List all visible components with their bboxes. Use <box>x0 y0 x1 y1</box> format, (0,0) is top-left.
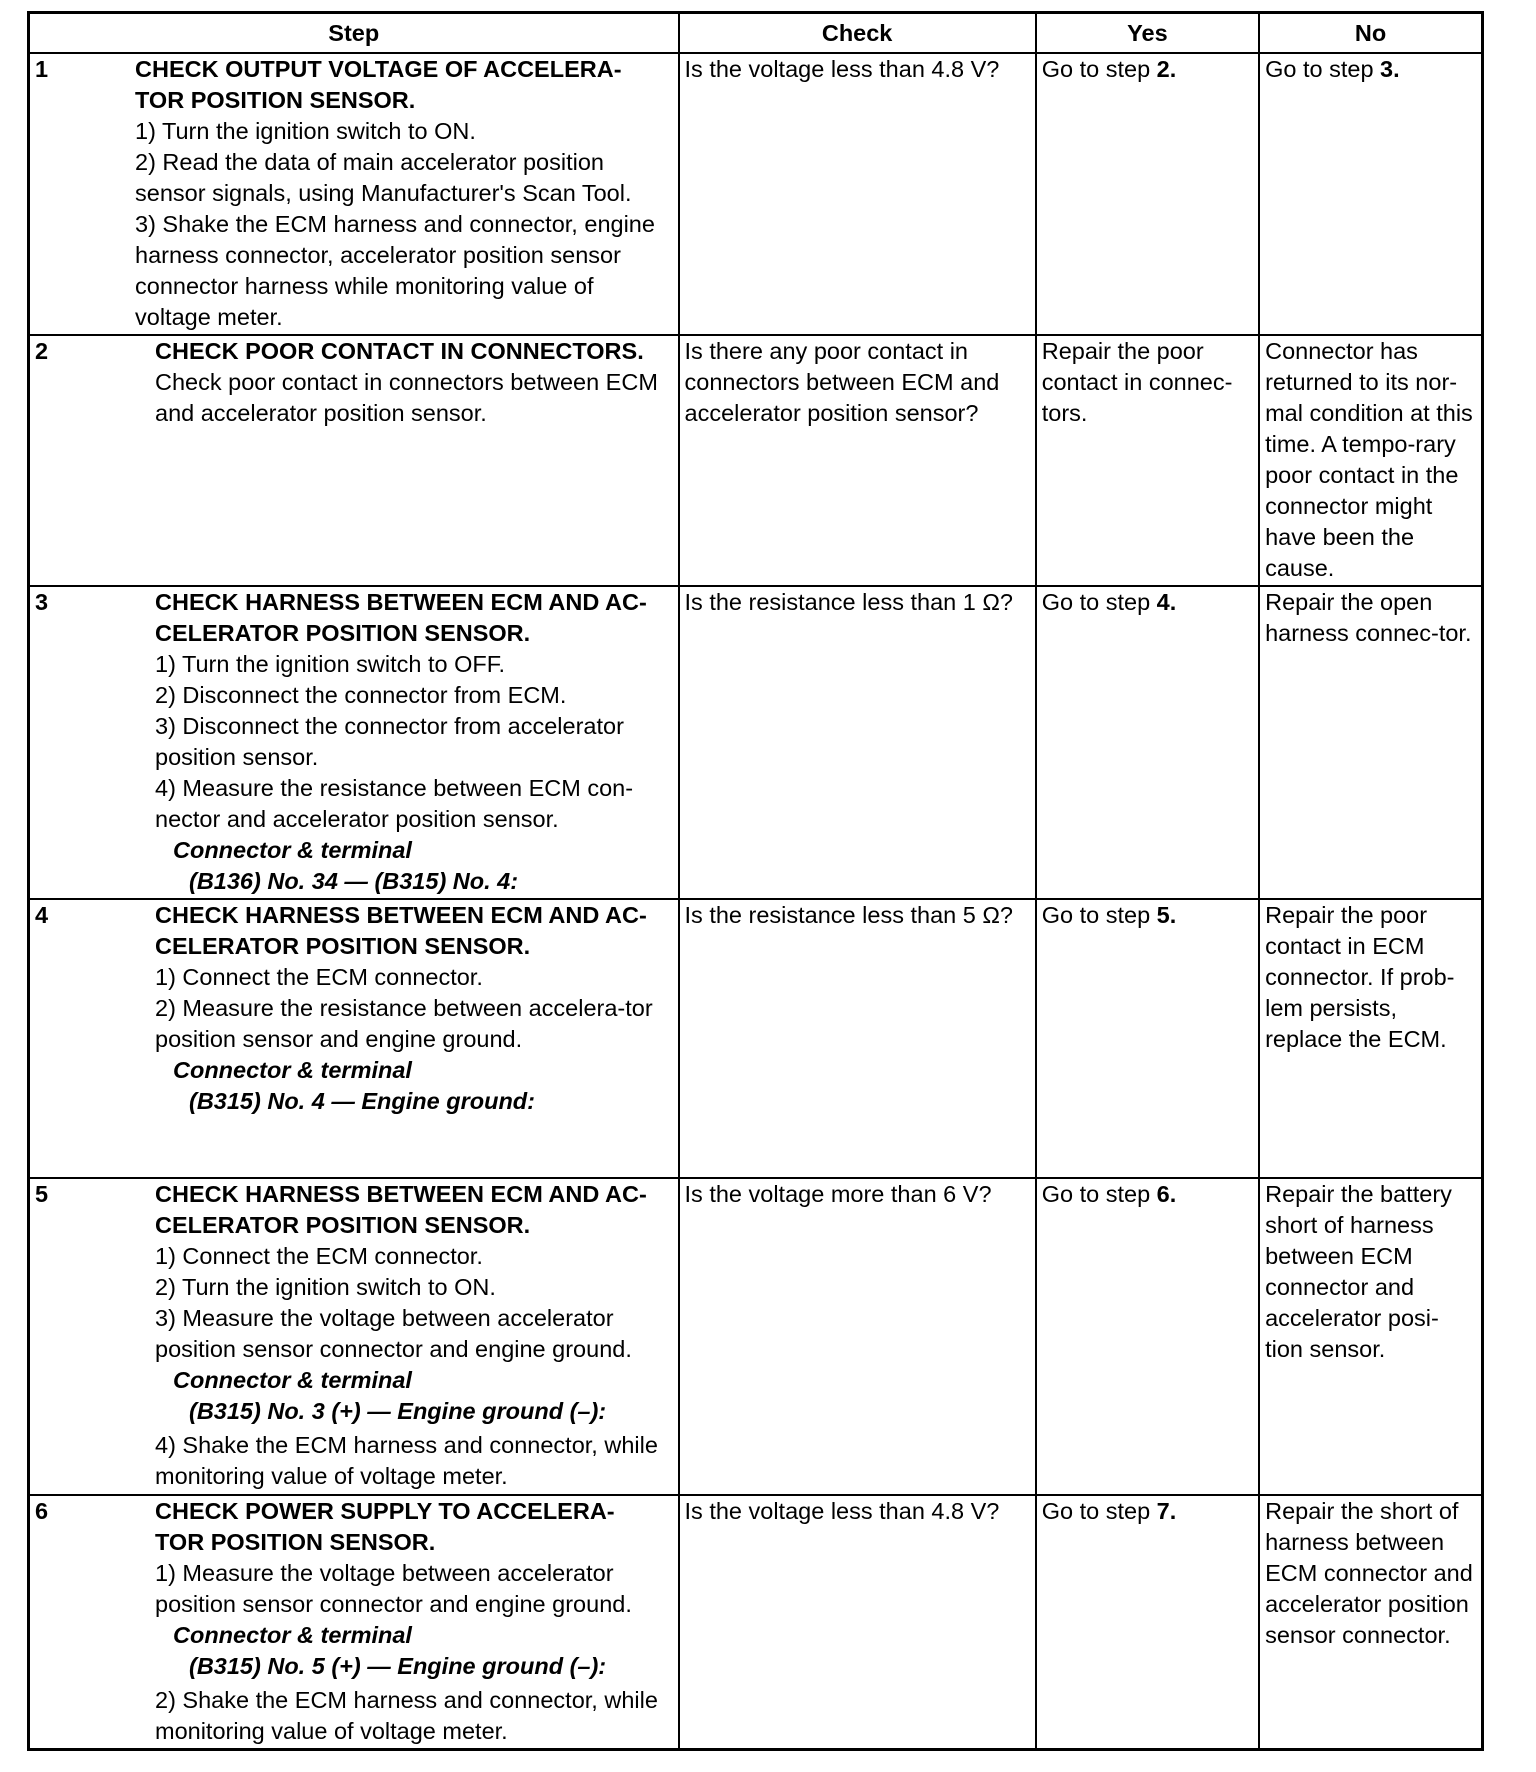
yes-cell: Go to step 6. <box>1036 1178 1259 1495</box>
table-row <box>29 586 1483 899</box>
header-step: Step <box>29 13 679 54</box>
table-row <box>29 1178 1483 1495</box>
connector-label: Connector & terminal <box>173 1057 412 1083</box>
table-row <box>29 335 1483 586</box>
table-row <box>29 1495 1483 1750</box>
connector-terminal-value: (B315) No. 5 (+) — Engine ground (–): <box>189 1653 607 1679</box>
connector-terminal-value: (B136) No. 34 — (B315) No. 4: <box>189 868 519 894</box>
connector-terminal-value: (B315) No. 3 (+) — Engine ground (–): <box>189 1398 607 1424</box>
check-cell: Is the resistance less than 1 Ω? <box>679 586 1036 899</box>
table-header-row <box>29 13 1483 54</box>
instruction: 3) Measure the voltage between accelerator position sensor connector and engine ground. <box>155 1305 632 1362</box>
step-cell <box>29 899 679 1178</box>
step-cell <box>29 335 679 586</box>
no-cell: Repair the battery short of harness between ECM connector and accelerator posi-tion sensor. <box>1259 1178 1482 1495</box>
check-cell: Is there any poor contact in connectors between ECM and accelerator position sensor? <box>679 335 1036 586</box>
no-cell: Repair the poor contact in ECM connector. If prob-lem persists, replace the ECM. <box>1259 899 1482 1178</box>
header-yes: Yes <box>1036 13 1259 54</box>
check-cell: Is the resistance less than 5 Ω? <box>679 899 1036 1178</box>
instruction: 2) Read the data of main accelerator position sensor signals, using Manufacturer's Scan Tool. <box>135 149 632 206</box>
yes-cell: Repair the poor contact in connec-tors. <box>1036 335 1259 586</box>
no-cell: Connector has returned to its nor-mal condition at this time. A tempo-rary poor contact in the connector might have been the cause. <box>1259 335 1482 586</box>
step-number: 3 <box>35 589 49 615</box>
no-cell: Repair the short of harness between ECM connector and accelerator position sensor connector. <box>1259 1495 1482 1750</box>
instruction: 2) Disconnect the connector from ECM. <box>155 682 567 708</box>
instruction: 1) Turn the ignition switch to OFF. <box>155 651 506 677</box>
step-cell <box>29 1495 679 1750</box>
yes-cell: Go to step 2. <box>1036 53 1259 335</box>
step-cell <box>29 1178 679 1495</box>
instruction: 2) Measure the resistance between accelera-tor position sensor and engine ground. <box>155 995 653 1052</box>
check-cell: Is the voltage less than 4.8 V? <box>679 53 1036 335</box>
connector-terminal-value: (B315) No. 4 — Engine ground: <box>189 1088 535 1114</box>
step-cell <box>29 586 679 899</box>
table-row <box>29 899 1483 1178</box>
connector-label: Connector & terminal <box>173 1622 412 1648</box>
check-cell: Is the voltage less than 4.8 V? <box>679 1495 1036 1750</box>
check-cell: Is the voltage more than 6 V? <box>679 1178 1036 1495</box>
step-title: CHECK HARNESS BETWEEN ECM AND AC- CELERATOR POSITION SENSOR. <box>155 589 647 646</box>
step-title: CHECK OUTPUT VOLTAGE OF ACCELERA- TOR POSITION SENSOR. <box>135 56 622 113</box>
instruction: Check poor contact in connectors between ECM and accelerator position sensor. <box>155 369 658 426</box>
step-title: CHECK HARNESS BETWEEN ECM AND AC- CELERATOR POSITION SENSOR. <box>155 1181 647 1238</box>
step-title: CHECK POOR CONTACT IN CONNECTORS. <box>155 338 644 364</box>
instruction: 3) Shake the ECM harness and connector, engine harness connector, accelerator position sensor connector harness while monitoring value of voltage meter. <box>135 211 655 330</box>
header-check: Check <box>679 13 1036 54</box>
yes-cell: Go to step 5. <box>1036 899 1259 1178</box>
header-no: No <box>1259 13 1482 54</box>
connector-label: Connector & terminal <box>173 1367 412 1393</box>
connector-label: Connector & terminal <box>173 837 412 863</box>
step-title: CHECK HARNESS BETWEEN ECM AND AC- CELERATOR POSITION SENSOR. <box>155 902 647 959</box>
instruction: 1) Connect the ECM connector. <box>155 1243 483 1269</box>
step-title: CHECK POWER SUPPLY TO ACCELERA- TOR POSITION SENSOR. <box>155 1498 615 1555</box>
yes-cell: Go to step 4. <box>1036 586 1259 899</box>
no-cell: Repair the open harness connec-tor. <box>1259 586 1482 899</box>
instruction: 4) Measure the resistance between ECM con-nector and accelerator position sensor. <box>155 775 634 832</box>
step-number: 4 <box>35 902 49 928</box>
instruction: 4) Shake the ECM harness and connector, while monitoring value of voltage meter. <box>155 1432 658 1489</box>
instruction: 3) Disconnect the connector from accelerator position sensor. <box>155 713 624 770</box>
instruction: 1) Turn the ignition switch to ON. <box>135 118 476 144</box>
step-number: 5 <box>35 1181 49 1207</box>
yes-cell: Go to step 7. <box>1036 1495 1259 1750</box>
instruction: 2) Shake the ECM harness and connector, while monitoring value of voltage meter. <box>155 1687 658 1744</box>
step-number: 1 <box>35 56 49 82</box>
table-row <box>29 53 1483 335</box>
instruction: 1) Measure the voltage between accelerator position sensor connector and engine ground. <box>155 1560 632 1617</box>
step-number: 2 <box>35 338 49 364</box>
instruction: 1) Connect the ECM connector. <box>155 964 483 990</box>
step-cell <box>29 53 679 335</box>
diagnostic-procedure-table <box>27 11 1484 1751</box>
instruction: 2) Turn the ignition switch to ON. <box>155 1274 496 1300</box>
no-cell: Go to step 3. <box>1259 53 1482 335</box>
step-number: 6 <box>35 1498 49 1524</box>
